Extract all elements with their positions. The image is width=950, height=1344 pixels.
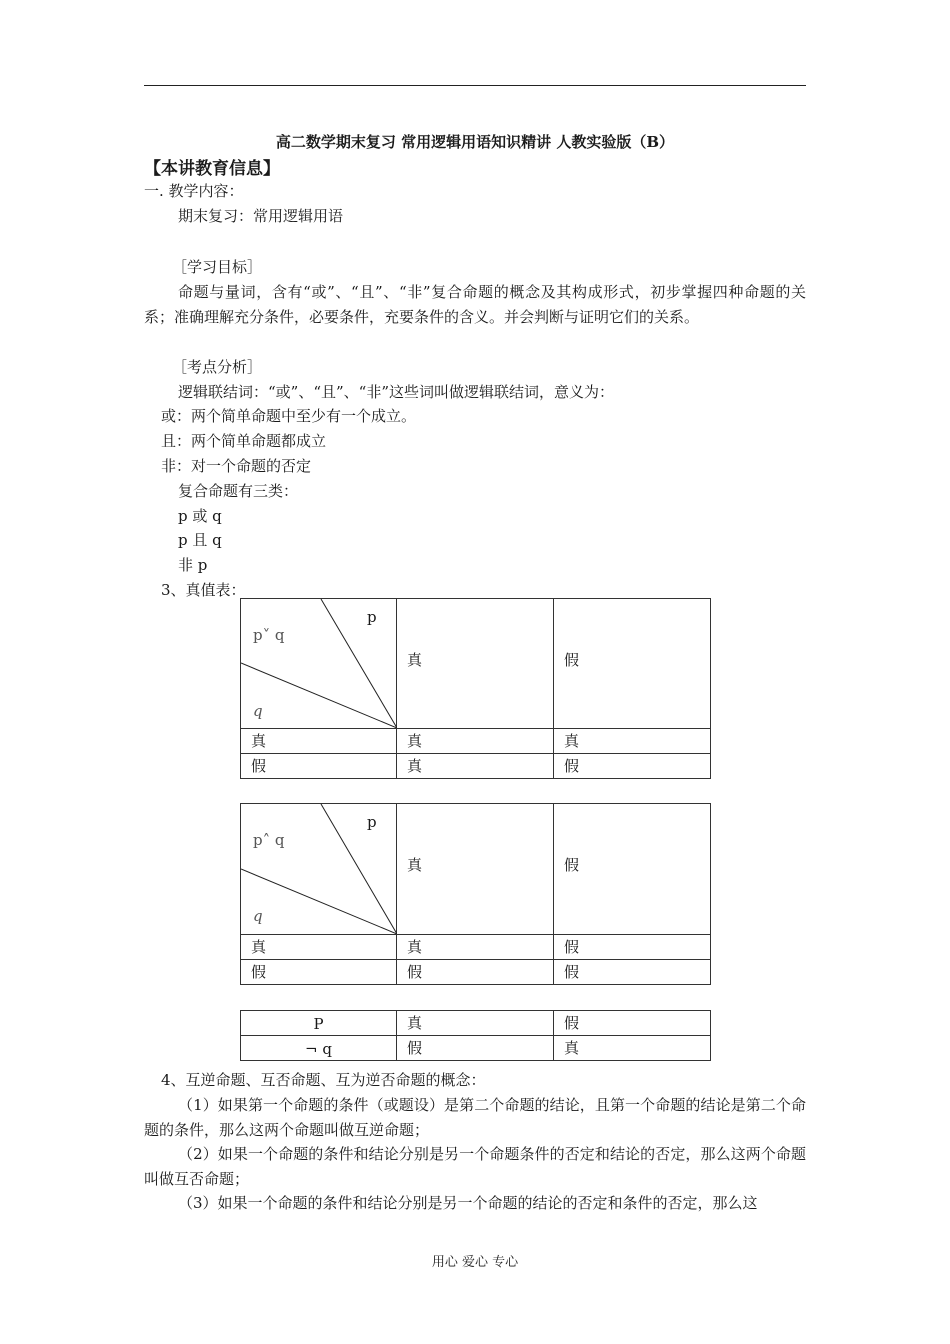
table-cell: 真 — [407, 757, 423, 775]
relation-item-1: （1）如果第一个命题的条件（或题设）是第二个命题的结论，且第一个命题的结论是第二个命题的条件，那么这两个命题叫做互逆命题； — [144, 1096, 806, 1139]
section-heading: 【本讲教育信息】 — [144, 159, 280, 179]
connectives-intro: 逻辑联结词：“或”、“且”、“非”这些词叫做逻辑联结词，意义为： — [178, 383, 615, 401]
table-cell: 真 — [564, 732, 580, 750]
table-cell: 真 — [564, 1039, 580, 1057]
table-cell: 真 — [407, 1014, 423, 1032]
row-label-p: P — [313, 1015, 324, 1033]
table-row — [241, 935, 711, 960]
analysis-label: ［考点分析］ — [172, 358, 263, 376]
truth-table-and — [240, 803, 711, 985]
truth-table-not — [240, 1010, 711, 1061]
truth-table-or — [240, 598, 711, 779]
compound-intro: 复合命题有三类： — [178, 482, 299, 500]
table-row — [241, 960, 711, 985]
table-cell: 假 — [564, 938, 580, 956]
corner-label-p: p — [367, 813, 377, 831]
header-true: 真 — [407, 650, 423, 669]
corner-label-p: p — [367, 608, 377, 626]
relations-label: 4、互逆命题、互否命题、互为逆否命题的概念： — [161, 1071, 486, 1089]
page-footer: 用心 爱心 专心 — [431, 1255, 519, 1270]
header-rule — [144, 85, 806, 86]
corner-diagonal-cell — [241, 599, 397, 729]
table-cell: 真 — [407, 938, 423, 956]
row-label: 假 — [251, 963, 267, 981]
table-cell: 假 — [407, 1039, 423, 1057]
table-row — [241, 754, 711, 779]
negation-symbol: ¬ — [305, 1040, 318, 1058]
corner-label-q: q — [253, 907, 263, 925]
teaching-content-text: 期末复习：常用逻辑用语 — [178, 207, 344, 225]
not-definition: 非：对一个命题的否定 — [161, 457, 312, 475]
header-false: 假 — [564, 650, 580, 669]
compound-type-and: p 且 q — [178, 531, 222, 549]
row-label: 真 — [251, 938, 267, 956]
compound-type-not: 非 p — [178, 556, 208, 574]
negation-variable: q — [322, 1040, 332, 1058]
header-true: 真 — [407, 856, 423, 874]
or-definition: 或：两个简单命题中至少有一个成立。 — [161, 407, 417, 425]
table-row — [241, 1011, 711, 1036]
row-label: 假 — [251, 757, 267, 775]
table-cell: 假 — [564, 757, 580, 775]
corner-diagonal-cell — [241, 804, 397, 935]
corner-label-or-expression: p˅ q — [253, 626, 285, 644]
corner-label-q: q — [253, 702, 263, 720]
row-label: 真 — [251, 732, 267, 750]
teaching-content-label: 一. 教学内容： — [144, 182, 244, 200]
compound-type-or: p 或 q — [178, 507, 222, 525]
table-cell: 假 — [564, 1014, 580, 1032]
table-cell: 真 — [407, 732, 423, 750]
relation-item-3: （3）如果一个命题的条件和结论分别是另一个命题的结论的否定和条件的否定，那么这 — [178, 1194, 758, 1212]
header-false: 假 — [564, 856, 580, 874]
objectives-text: 命题与量词，含有“或”、“且”、“非”复合命题的概念及其构成形式，初步掌握四种命题的关系；准确理解充分条件，必要条件，充要条件的含义。并会判断与证明它们的关系。 — [144, 283, 806, 326]
table-row — [241, 1036, 711, 1061]
truth-table-label: 3、真值表： — [161, 581, 246, 599]
table-cell: 假 — [407, 963, 423, 981]
document-title: 高二数学期末复习 常用逻辑用语知识精讲 人教实验版（B） — [275, 133, 675, 151]
table-row — [241, 729, 711, 754]
and-definition: 且：两个简单命题都成立 — [161, 432, 327, 450]
table-cell: 假 — [564, 963, 580, 981]
objectives-label: ［学习目标］ — [172, 258, 263, 276]
corner-label-and-expression: p˄ q — [253, 831, 285, 849]
relation-item-2: （2）如果一个命题的条件和结论分别是另一个命题条件的否定和结论的否定，那么这两个命题叫做互否命题； — [144, 1145, 806, 1188]
